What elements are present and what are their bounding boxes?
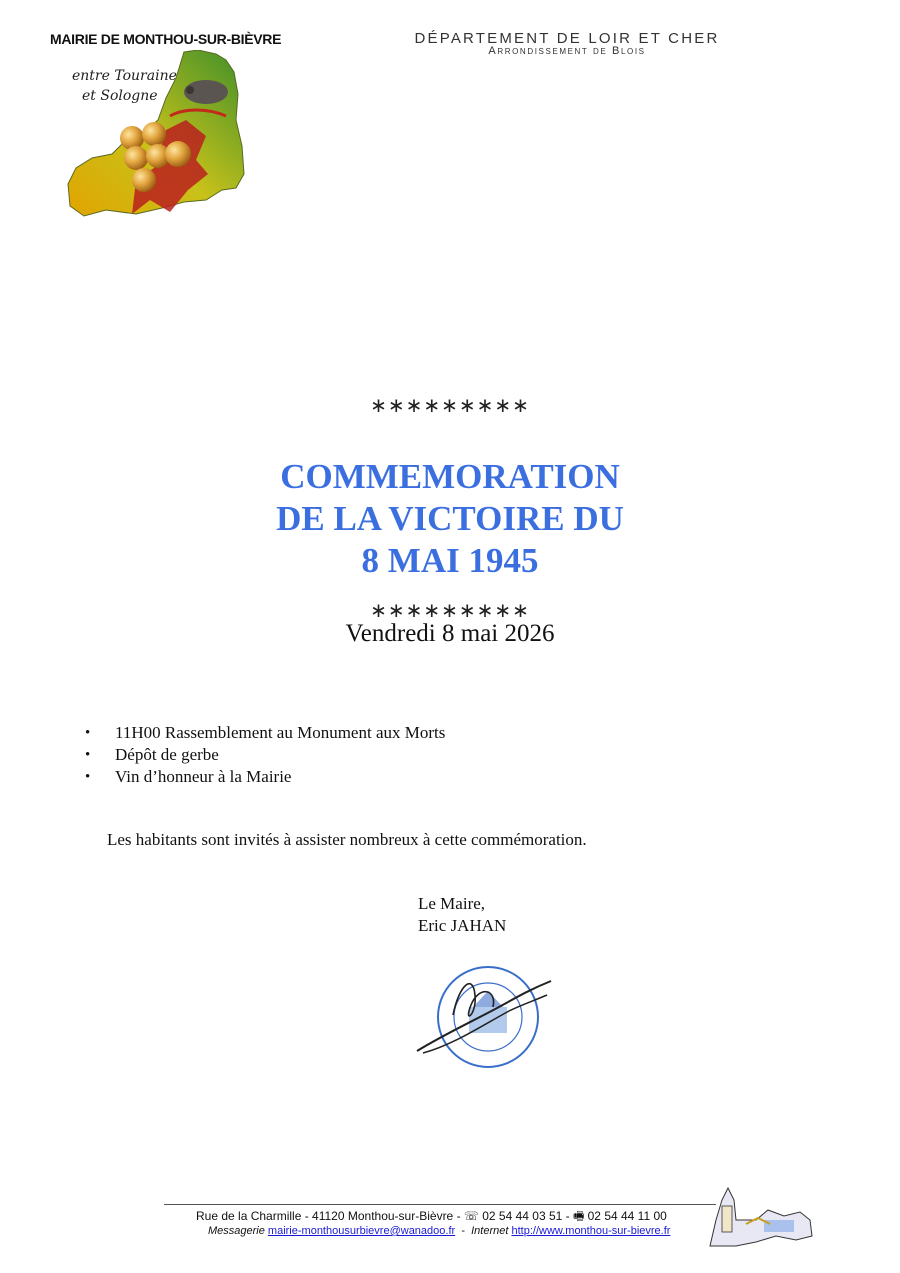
department-name: DÉPARTEMENT DE LOIR ET CHER	[414, 30, 720, 47]
logo-text-2: et Sologne	[82, 88, 158, 104]
village-drawing	[706, 1180, 816, 1250]
page-title	[0, 456, 900, 582]
department-header	[352, 30, 782, 57]
star-separator-top: ∗∗∗∗∗∗∗∗∗	[370, 395, 530, 417]
program-list	[82, 722, 445, 788]
event-date: Vendredi 8 mai 2026	[345, 620, 555, 647]
mairie-logo	[66, 50, 246, 218]
footer-separator: -	[461, 1225, 465, 1237]
arrondissement: Arrondissement de Blois	[488, 45, 646, 57]
mail-label: Messagerie	[208, 1225, 265, 1237]
mail-link[interactable]: mairie-monthousurbievre@wanadoo.fr	[267, 1225, 456, 1237]
web-link[interactable]: http://www.monthou-sur-bievre.fr	[511, 1225, 671, 1237]
footer-address: Rue de la Charmille - 41120 Monthou-sur-Bièvre - ☏ 02 54 44 03 51 - 🖷 02 54 44 11 00	[196, 1209, 667, 1223]
signature-role: Le Maire,	[418, 894, 486, 913]
list-item: • Dépôt de gerbe	[82, 744, 445, 766]
invitation-text: Les habitants sont invités à assister nombreux à cette commémoration.	[107, 830, 587, 849]
title-line-3: 8 MAI 1945	[361, 541, 539, 580]
footer-contact	[208, 1225, 670, 1237]
web-label: Internet	[471, 1225, 509, 1237]
title-line-2: DE LA VICTOIRE DU	[276, 499, 624, 538]
logo-text-1: entre Touraine	[72, 68, 177, 84]
list-item: • Vin d’honneur à la Mairie	[82, 766, 445, 788]
footer-rule	[164, 1204, 716, 1205]
list-item: • 11H00 Rassemblement au Monument aux Morts	[82, 722, 445, 744]
mairie-name: MAIRIE DE MONTHOU-SUR-BIÈVRE	[50, 31, 282, 47]
title-line-1: COMMEMORATION	[280, 457, 620, 496]
star-separator-bottom: ∗∗∗∗∗∗∗∗∗	[370, 600, 530, 622]
official-stamp	[413, 955, 563, 1075]
signature-name: Eric JAHAN	[418, 916, 507, 935]
signature-block	[418, 893, 506, 937]
